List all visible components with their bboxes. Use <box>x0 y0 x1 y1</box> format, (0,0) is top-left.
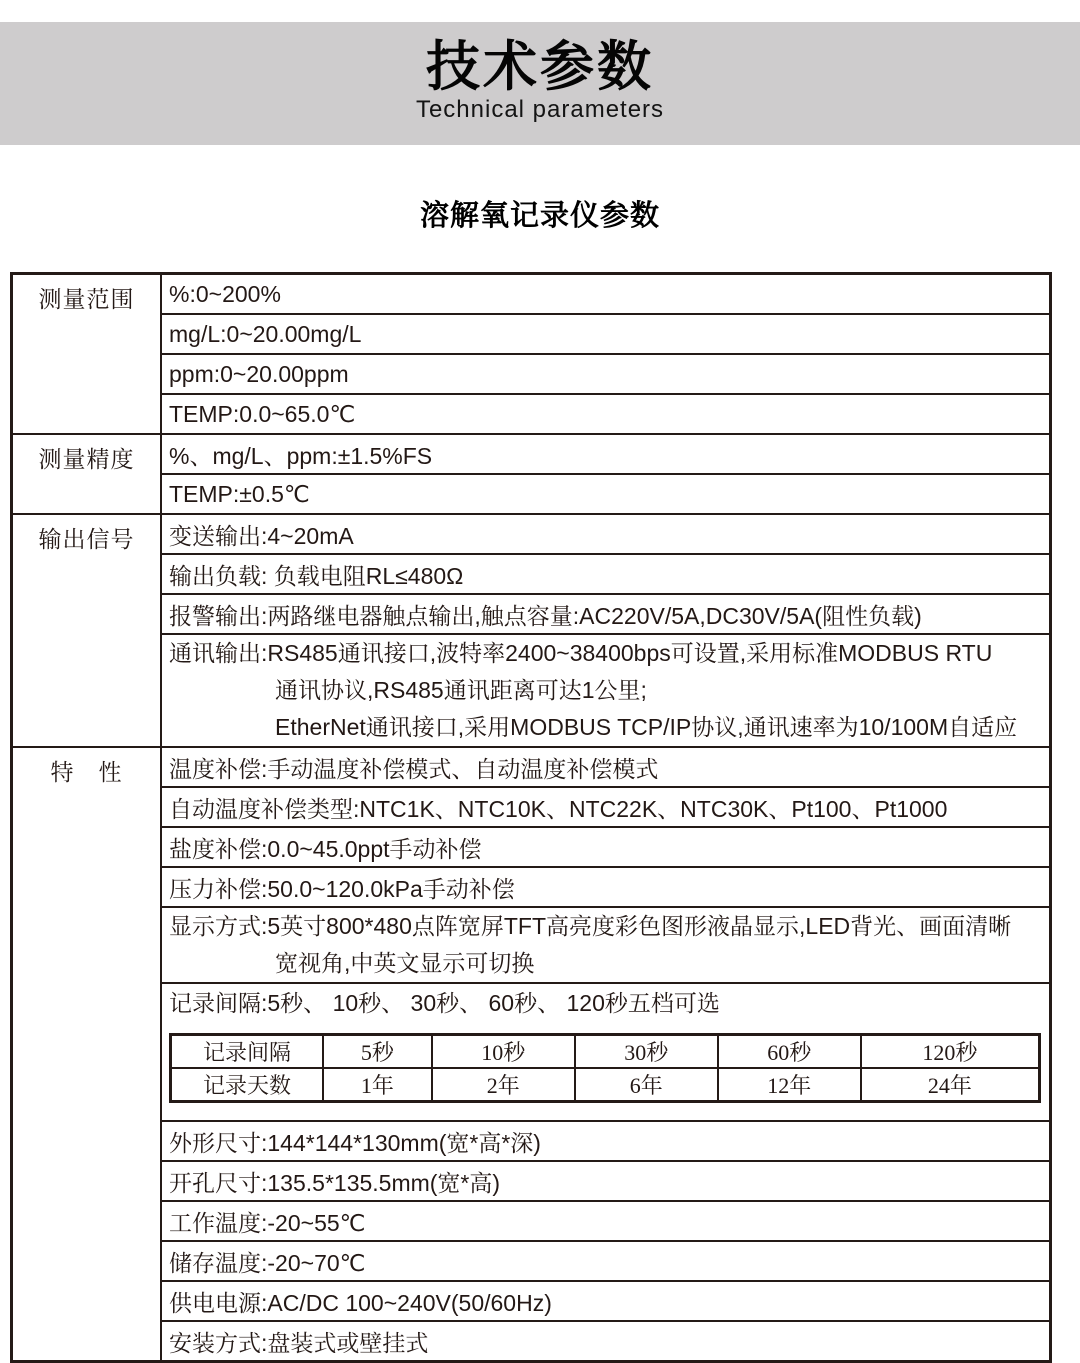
spec-value: TEMP:0.0~65.0℃ <box>161 394 1051 434</box>
group-label-output-signal: 输出信号 <box>12 514 162 747</box>
table-row <box>12 354 1051 394</box>
display-mode-line2: 宽视角,中英文显示可切换 <box>275 950 535 976</box>
table-row <box>12 787 1051 827</box>
table-row <box>12 1321 1051 1362</box>
comm-output-line2: 通讯协议,RS485通讯距离可达1公里; <box>275 677 647 703</box>
spec-value: %、mg/L、ppm:±1.5%FS <box>161 434 1051 474</box>
spec-value: 输出负载: 负载电阻RL≤480Ω <box>161 554 1051 594</box>
record-table-cell: 6年 <box>575 1068 718 1102</box>
page-title: 技术参数 <box>426 37 654 97</box>
table-row <box>12 594 1051 634</box>
table-row <box>12 434 1051 474</box>
table-row <box>12 514 1051 554</box>
record-table-cell: 60秒 <box>718 1035 861 1069</box>
spec-value: 开孔尺寸:135.5*135.5mm(宽*高) <box>161 1161 1051 1201</box>
record-table-cell: 10秒 <box>432 1035 575 1069</box>
comm-output-line1: 通讯输出:RS485通讯接口,波特率2400~38400bps可设置,采用标准MODBUS RTU <box>169 640 993 666</box>
spec-value: 报警输出:两路继电器触点输出,触点容量:AC220V/5A,DC30V/5A(阻性负载) <box>161 594 1051 634</box>
record-table-cell: 30秒 <box>575 1035 718 1069</box>
spec-value: 自动温度补偿类型:NTC1K、NTC10K、NTC22K、NTC30K、Pt100、Pt1000 <box>161 787 1051 827</box>
spec-value: 储存温度:-20~70℃ <box>161 1241 1051 1281</box>
table-row <box>12 474 1051 514</box>
spec-value: %:0~200% <box>161 274 1051 315</box>
table-row <box>12 1201 1051 1241</box>
record-interval-table <box>169 1033 1041 1103</box>
record-table-cell: 1年 <box>323 1068 432 1102</box>
spec-value-display-mode <box>161 907 1051 983</box>
record-table-cell: 12年 <box>718 1068 861 1102</box>
record-interval-text: 记录间隔:5秒、 10秒、 30秒、 60秒、 120秒五档可选 <box>169 990 720 1016</box>
table-row <box>12 1241 1051 1281</box>
table-row <box>12 394 1051 434</box>
page-subtitle: Technical parameters <box>415 96 665 123</box>
table-row <box>12 907 1051 983</box>
comm-output-line3: EtherNet通讯接口,采用MODBUS TCP/IP协议,通讯速率为10/100M自适应 <box>275 714 1018 740</box>
spec-value: 温度补偿:手动温度补偿模式、自动温度补偿模式 <box>161 747 1051 787</box>
spec-value: 供电电源:AC/DC 100~240V(50/60Hz) <box>161 1281 1051 1321</box>
section-title: 溶解氧记录仪参数 <box>419 200 660 232</box>
table-row <box>12 634 1051 747</box>
spec-value: mg/L:0~20.00mg/L <box>161 314 1051 354</box>
table-row <box>12 1161 1051 1201</box>
table-row <box>171 1035 1040 1069</box>
header-banner <box>0 22 1080 145</box>
spec-value: 变送输出:4~20mA <box>161 514 1051 554</box>
spec-value: 外形尺寸:144*144*130mm(宽*高*深) <box>161 1121 1051 1161</box>
spec-value-comm-output <box>161 634 1051 747</box>
table-row <box>12 554 1051 594</box>
spec-value: TEMP:±0.5℃ <box>161 474 1051 514</box>
table-row <box>12 867 1051 907</box>
table-row <box>12 1281 1051 1321</box>
record-table-cell: 120秒 <box>861 1035 1040 1069</box>
record-table-cell: 记录天数 <box>171 1068 324 1102</box>
spec-value: 工作温度:-20~55℃ <box>161 1201 1051 1241</box>
spec-value: ppm:0~20.00ppm <box>161 354 1051 394</box>
record-table-cell: 5秒 <box>323 1035 432 1069</box>
display-mode-line1: 显示方式:5英寸800*480点阵宽屏TFT高亮度彩色图形液晶显示,LED背光、画面清晰 <box>169 913 1012 939</box>
record-table-cell: 2年 <box>432 1068 575 1102</box>
group-label-measure-range: 测量范围 <box>12 274 162 435</box>
record-table-cell: 24年 <box>861 1068 1040 1102</box>
table-row <box>12 747 1051 787</box>
table-row <box>171 1068 1040 1102</box>
record-table-cell: 记录间隔 <box>171 1035 324 1069</box>
spec-value-record-interval <box>161 983 1051 1121</box>
spec-table <box>10 272 1052 1363</box>
table-row <box>12 314 1051 354</box>
spec-value: 盐度补偿:0.0~45.0ppt手动补偿 <box>161 827 1051 867</box>
table-row <box>12 983 1051 1121</box>
group-label-features: 特 性 <box>12 747 162 1362</box>
table-row <box>12 1121 1051 1161</box>
table-row <box>12 827 1051 867</box>
table-row <box>12 274 1051 315</box>
group-label-accuracy: 测量精度 <box>12 434 162 514</box>
spec-value: 压力补偿:50.0~120.0kPa手动补偿 <box>161 867 1051 907</box>
spec-value: 安装方式:盘装式或壁挂式 <box>161 1321 1051 1362</box>
